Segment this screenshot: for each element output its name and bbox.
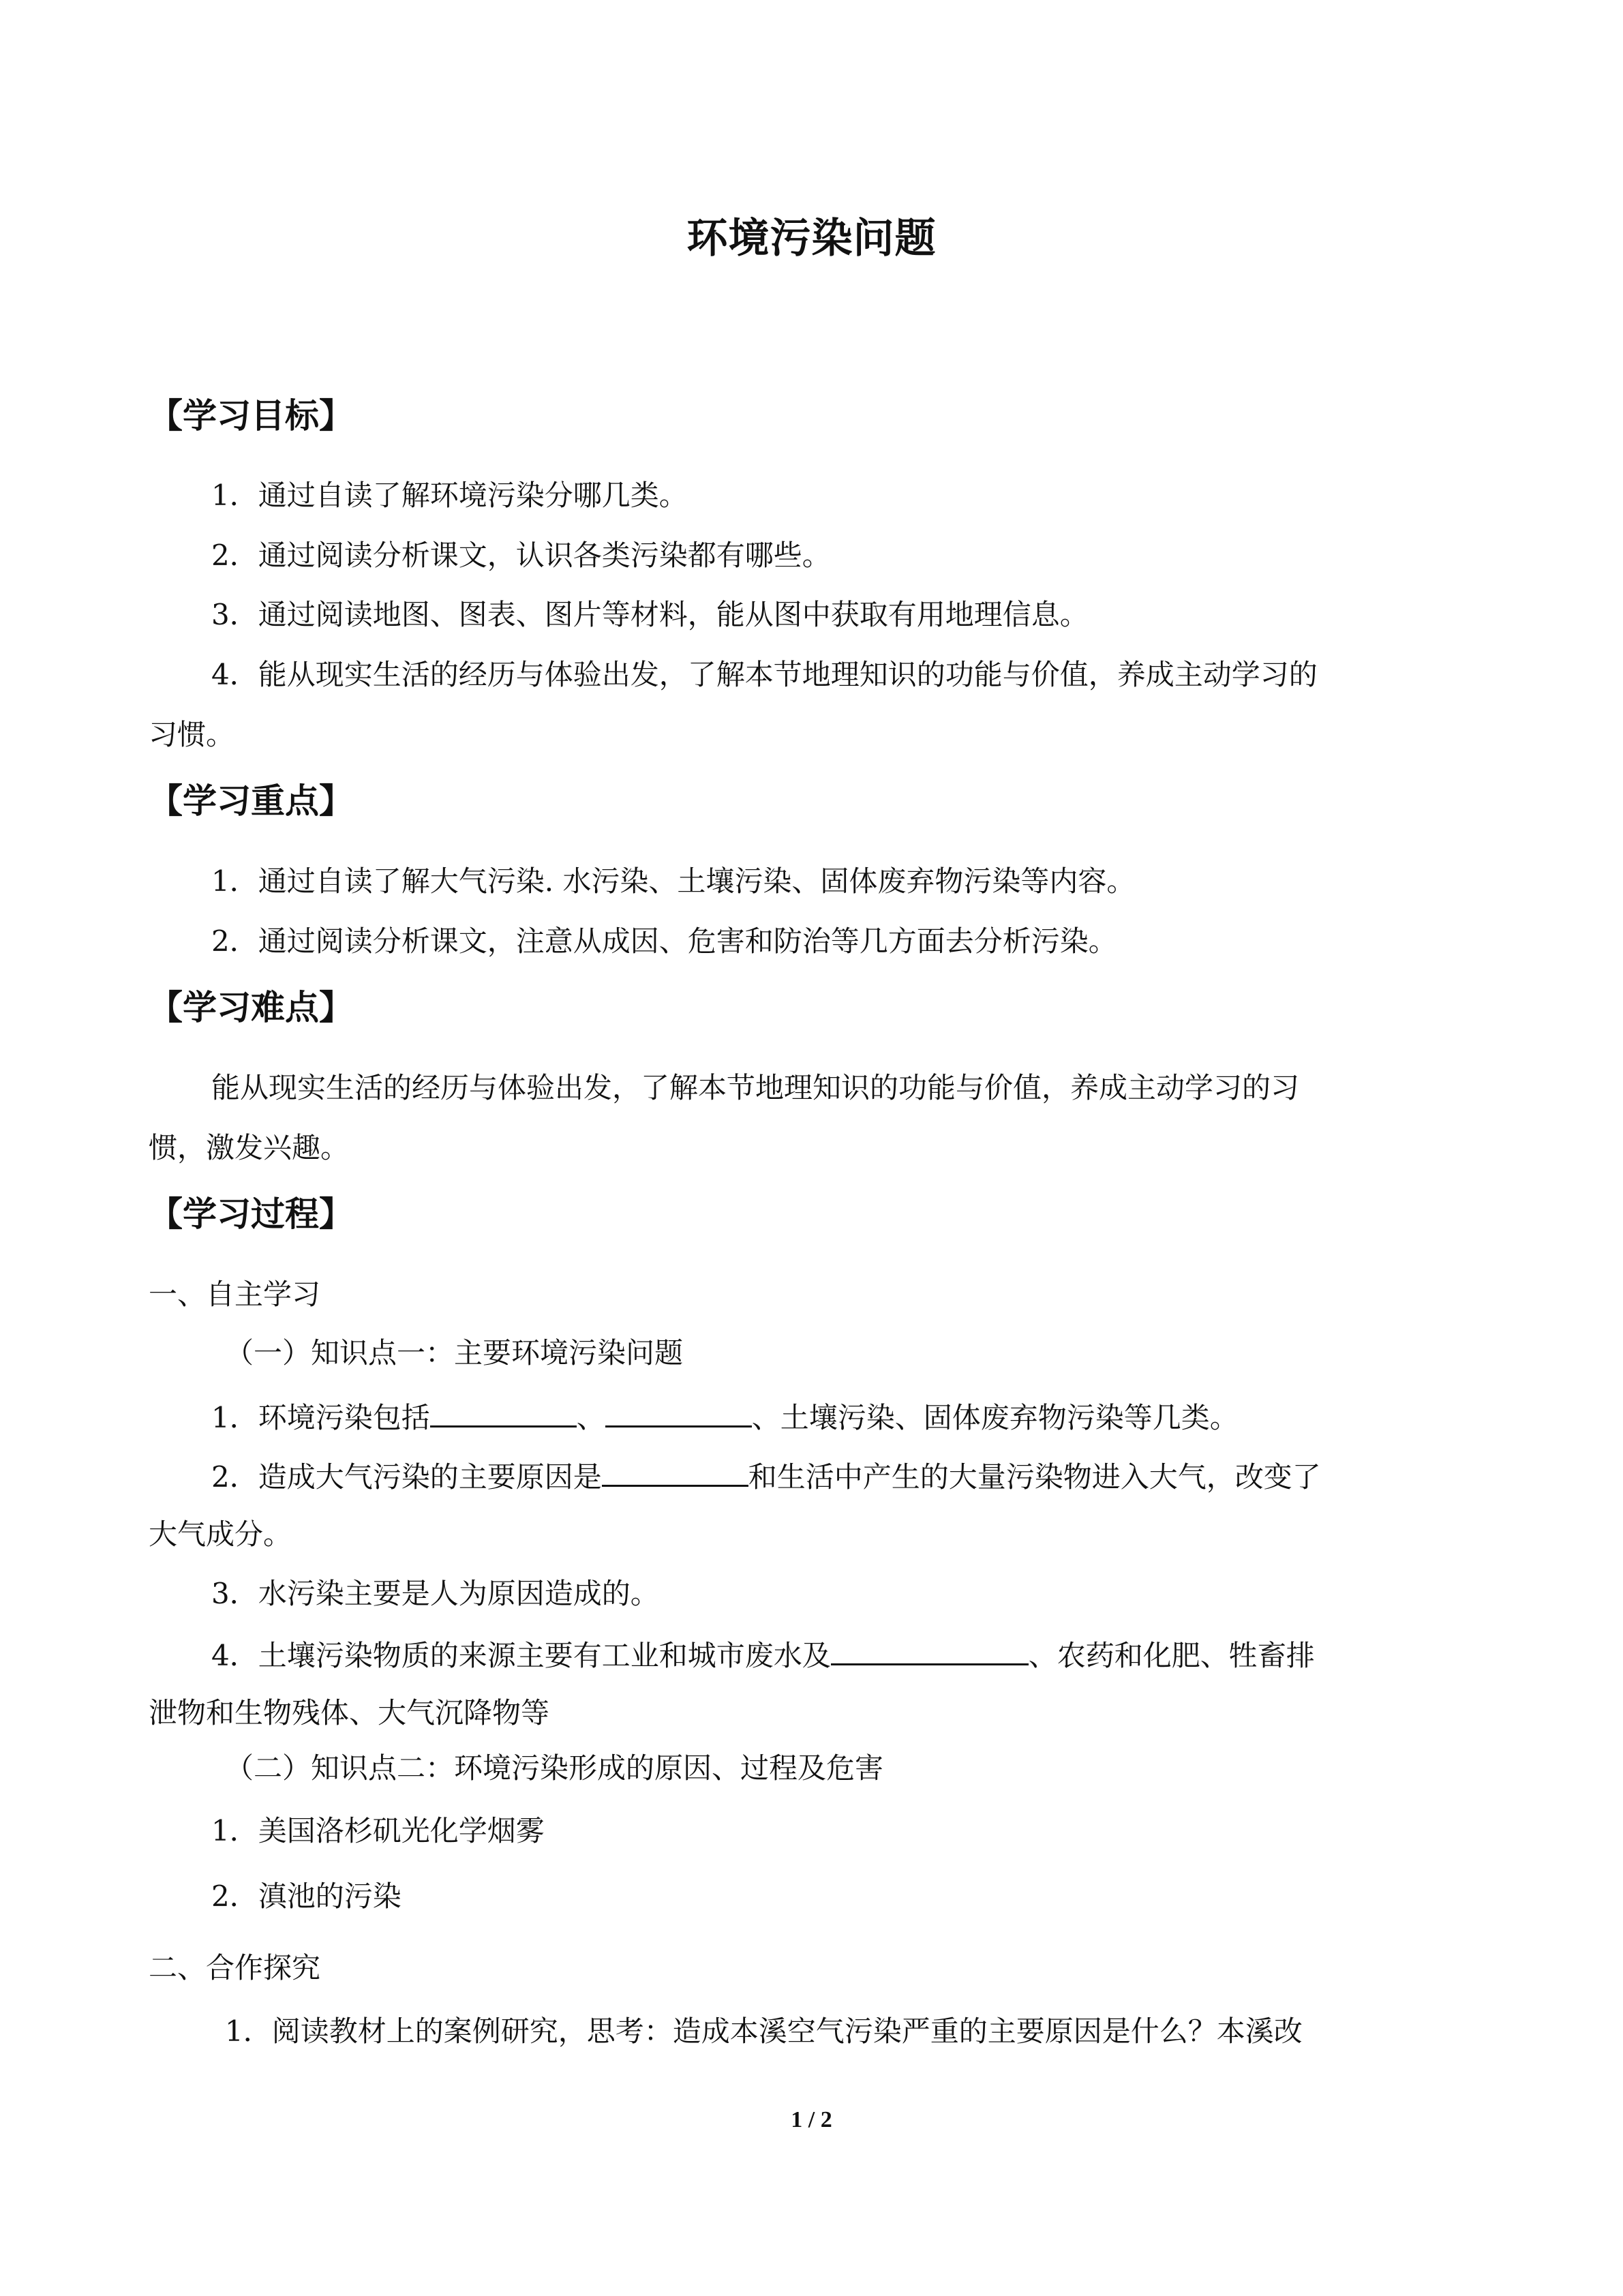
answer-blank-3[interactable] <box>602 1455 748 1487</box>
page-title: 环境污染问题 <box>686 215 937 262</box>
section-heading-process: 【学习过程】 <box>149 1194 353 1234</box>
knowledge-point-2-item-2: 2．滇池的污染 <box>211 1879 401 1913</box>
objective-item-4: 4．能从现实生活的经历与体验出发，了解本节地理知识的功能与价值，养成主动学习的 <box>211 658 1318 691</box>
question-1-text-a: 1．环境污染包括 <box>211 1401 430 1434</box>
knowledge-point-2-item-1: 1．美国洛杉矶光化学烟雾 <box>211 1814 545 1847</box>
question-2-text-a: 2．造成大气污染的主要原因是 <box>211 1460 602 1494</box>
section-heading-key-points: 【学习重点】 <box>149 781 353 821</box>
question-4-continued: 泄物和生物残体、大气沉降物等 <box>149 1696 550 1729</box>
key-point-item-2: 2．通过阅读分析课文，注意从成因、危害和防治等几方面去分析污染。 <box>211 924 1117 958</box>
part2-title: 二、合作探究 <box>149 1951 321 1984</box>
knowledge-point-1-title: （一）知识点一：主要环境污染问题 <box>225 1336 684 1370</box>
difficulty-line-2: 惯，激发兴趣。 <box>149 1131 350 1164</box>
question-4-text-a: 4．土壤污染物质的来源主要有工业和城市废水及 <box>211 1639 831 1672</box>
question-3: 3．水污染主要是人为原因造成的。 <box>211 1577 659 1610</box>
question-1 <box>211 1395 1239 1438</box>
answer-blank-1[interactable] <box>430 1395 577 1428</box>
question-2-text-b: 和生活中产生的大量污染物进入大气，改变了 <box>748 1460 1321 1494</box>
section-heading-difficulties: 【学习难点】 <box>149 988 353 1027</box>
part1-title: 一、自主学习 <box>149 1278 321 1311</box>
answer-blank-4[interactable] <box>831 1633 1029 1665</box>
question-1-text-b: 、土壤污染、固体废弃物污染等几类。 <box>751 1401 1239 1434</box>
difficulty-line-1: 能从现实生活的经历与体验出发，了解本节地理知识的功能与价值，养成主动学习的习 <box>211 1071 1300 1104</box>
question-2 <box>211 1455 1321 1498</box>
question-1-separator: 、 <box>576 1401 605 1434</box>
objective-item-2: 2．通过阅读分析课文，认识各类污染都有哪些。 <box>211 539 831 572</box>
page-number: 1 / 2 <box>791 2107 832 2132</box>
question-4 <box>211 1633 1315 1676</box>
answer-blank-2[interactable] <box>605 1395 752 1428</box>
question-4-text-b: 、农药和化肥、牲畜排 <box>1028 1639 1315 1672</box>
question-2-continued: 大气成分。 <box>149 1517 292 1551</box>
key-point-item-1: 1．通过自读了解大气污染. 水污染、土壤污染、固体废弃物污染等内容。 <box>211 864 1136 898</box>
part2-question-1: 1．阅读教材上的案例研究，思考：造成本溪空气污染严重的主要原因是什么？本溪改 <box>225 2014 1303 2048</box>
objective-item-3: 3．通过阅读地图、图表、图片等材料，能从图中获取有用地理信息。 <box>211 598 1089 631</box>
section-heading-objectives: 【学习目标】 <box>149 396 353 436</box>
objective-item-4-continued: 习惯。 <box>149 718 235 751</box>
objective-item-1: 1．通过自读了解环境污染分哪几类。 <box>211 479 688 512</box>
knowledge-point-2-title: （二）知识点二：环境污染形成的原因、过程及危害 <box>225 1751 884 1785</box>
